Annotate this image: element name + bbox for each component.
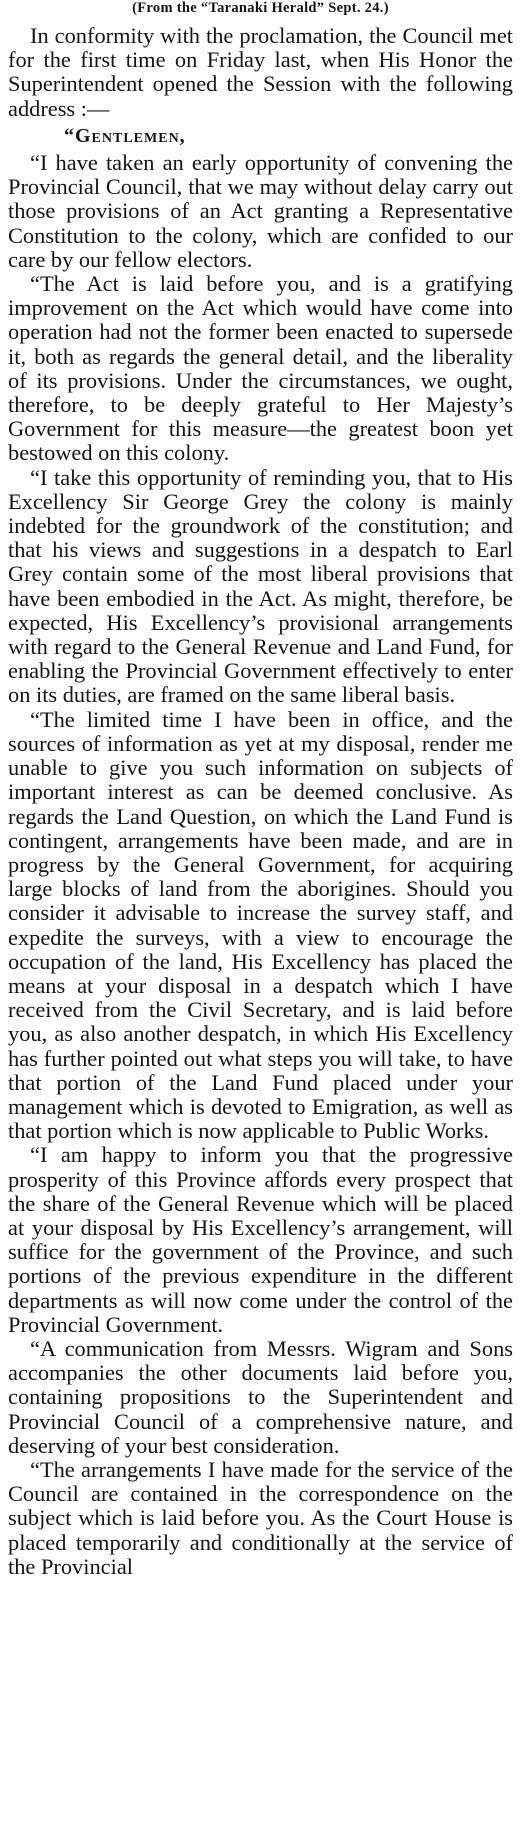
address-paragraph: “The Act is laid before you, and is a gratifying improvement on the Act which would have come into operation had not the former been enacted to supersede it, both as regards the general detail, and the liberality of its provisions. Under the circumstances, we ought, therefore, to be deeply grateful to Her Majesty’s Government for this measure—the greatest boon yet bestowed on this colony. [8, 271, 513, 466]
address-paragraph: “I am happy to inform you that the progressive prosperity of this Province affords every prospect that the share of the General Revenue which will be placed at your disposal by His Excellency’s arrangement, will suffice for the government of the Province, and such portions of the previous expenditure in the different departments as will now come under the control of the Provincial Government. [8, 1142, 513, 1337]
address-paragraph: “The arrangements I have made for the service of the Council are contained in the correspondence on the subject which is laid before you. As the Court House is placed temporarily and conditionally at the service of the Provincial [8, 1456, 513, 1579]
address-paragraph: “I have taken an early opportunity of convening the Provincial Council, that we may without delay carry out those provisions of an Act granting a Representative Constitution to the colony, which are confided to our care by our fellow electors. [8, 150, 513, 272]
salutation: “Gentlemen, [64, 124, 186, 147]
intro-paragraph: In conformity with the proclamation, the Council met for the first time on Friday last, when His Honor the Superintendent opened the Session with the following address :— [8, 23, 513, 121]
source-attribution: (From the “Taranaki Herald” Sept. 24.) [132, 0, 389, 16]
address-paragraph: “I take this opportunity of reminding you, that to His Excellency Sir George Grey the colony is mainly indebted for the groundwork of the constitution; and that his views and suggestions in a despatch to Earl Grey contain some of the most liberal provisions that have been embodied in the Act. As might, therefore, be expected, His Excellency’s provisional arrangements with regard to the General Revenue and Land Fund, for enabling the Provincial Government effectively to enter on its duties, are framed on the same liberal basis. [8, 464, 513, 708]
address-paragraph: “A communication from Messrs. Wigram and Sons accompanies the other documents laid before you, containing propositions to the Superintendent and Provincial Council of a comprehensive nature, and deserving of your best consideration. [8, 1335, 513, 1458]
address-paragraph: “The limited time I have been in office, and the sources of information as yet at my disposal, render me unable to give you such information on subjects of important interest as can be deemed conclusive. As regards the Land Question, on which the Land Fund is contingent, arrangements have been made, and are in progress by the General Government, for acquiring large blocks of land from the aborigines. Should you consider it advisable to increase the survey staff, and expedite the surveys, with a view to encourage the occupation of the land, His Excellency has placed the means at your disposal in a despatch which I have received from the Civil Secretary, and is laid before you, as also another despatch, in which His Excellency has further pointed out what steps you will take, to have that portion of the Land Fund placed under your management which is devoted to Emigration, as well as that portion which is now applicable to Public Works. [8, 706, 513, 1144]
